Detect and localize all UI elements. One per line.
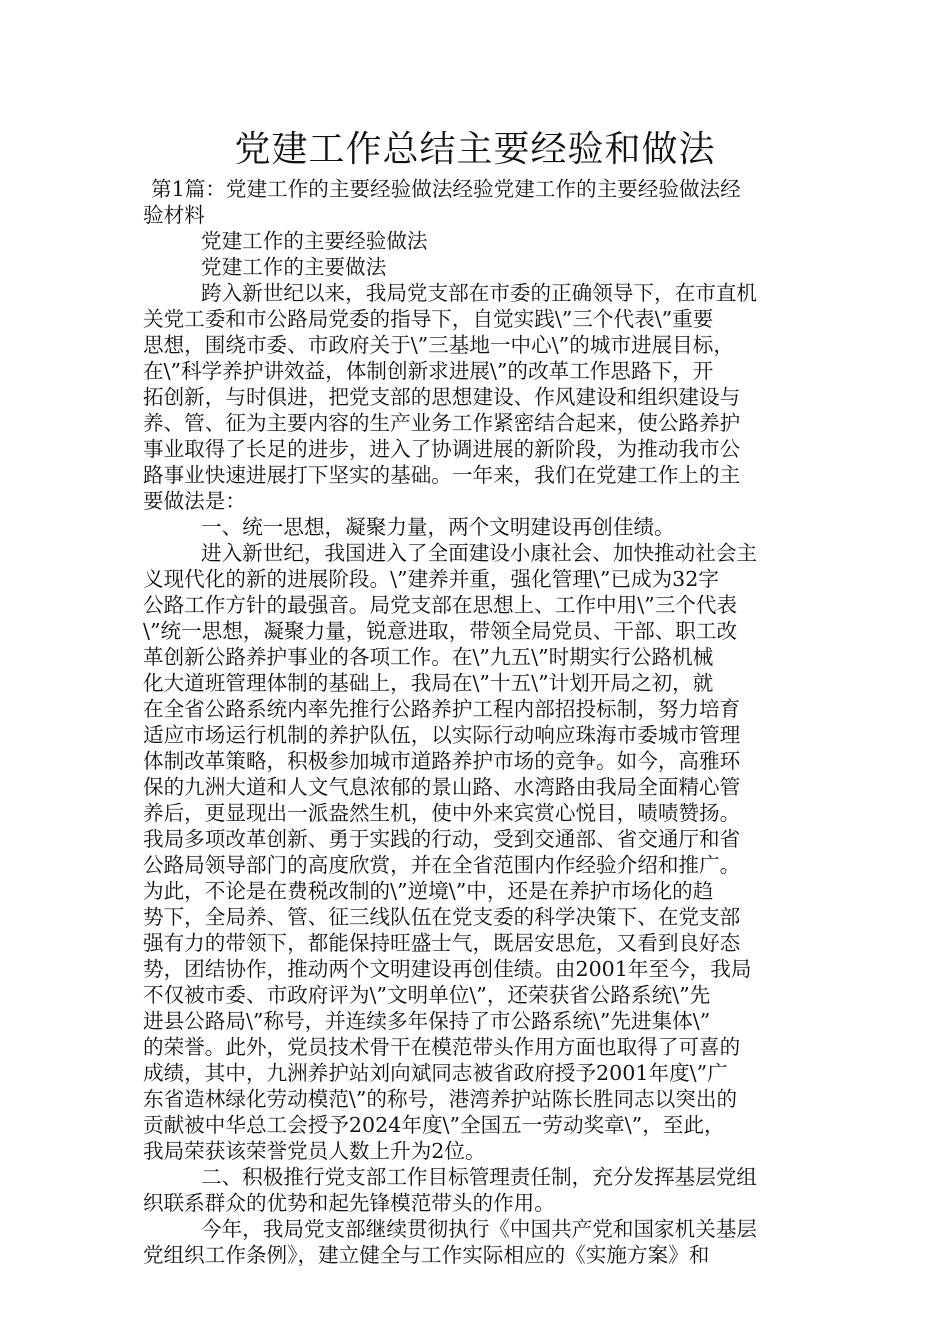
text-line: 在\”科学养护讲效益，体制创新求进展\”的改革工作思路下，开 <box>143 359 714 383</box>
text-line: 二、积极推行党支部工作目标管理责任制，充分发挥基层党组 <box>201 1165 758 1189</box>
text-line: 第1篇：党建工作的主要经验做法经验党建工作的主要经验做法经 <box>151 177 741 201</box>
text-line: 进入新世纪，我国进入了全面建设小康社会、加快推动社会主 <box>201 541 758 565</box>
text-line: 拓创新，与时俱进，把党支部的思想建设、作风建设和组织建设与 <box>143 385 741 409</box>
text-line: 养、管、征为主要内容的生产业务工作紧密结合起来，使公路养护 <box>143 411 741 435</box>
text-line: 我局荣获该荣誉党员人数上升为2位。 <box>143 1139 486 1163</box>
text-line: 保的九洲大道和人文气息浓郁的景山路、水湾路由我局全面精心管 <box>143 775 741 799</box>
text-line: 公路局领导部门的高度欣赏，并在全省范围内作经验介绍和推广。 <box>143 853 741 877</box>
text-line: 党组织工作条例》，建立健全与工作实际相应的《实施方案》和 <box>143 1243 710 1267</box>
text-line: 养后，更显现出一派盎然生机，使中外来宾赏心悦目，啧啧赞扬。 <box>143 801 741 825</box>
text-line: 不仅被市委、市政府评为\”文明单位\”，还荣获省公路系统\”先 <box>143 983 711 1007</box>
text-line: 义现代化的新的进展阶段。\”建养并重，强化管理\”已成为32字 <box>143 567 719 591</box>
text-line: 势，团结协作，推动两个文明建设再创佳绩。由2001年至今，我局 <box>143 957 752 981</box>
text-line: 成绩，其中，九洲养护站刘向斌同志被省政府授予2001年度\”广 <box>143 1061 728 1085</box>
text-line: 为此，不论是在费税改制的\”逆境\”中，还是在养护市场化的趋 <box>143 879 714 903</box>
text-line: 党建工作的主要做法 <box>201 255 387 279</box>
text-line: 路事业快速进展打下坚实的基础。一年来，我们在党建工作上的主 <box>143 463 741 487</box>
text-line: 验材料 <box>143 203 205 227</box>
text-line: 思想，围绕市委、市政府关于\”三基地一中心\”的城市进展目标， <box>143 333 734 357</box>
text-line: 关党工委和市公路局党委的指导下，自觉实践\”三个代表\”重要 <box>143 307 714 331</box>
text-line: 化大道班管理体制的基础上，我局在\”十五\”计划开局之初，就 <box>143 671 714 695</box>
text-line: 在全省公路系统内率先推行公路养护工程内部招投标制，努力培育 <box>143 697 741 721</box>
text-line: 势下，全局养、管、征三线队伍在党支委的科学决策下、在党支部 <box>143 905 741 929</box>
document-body <box>143 176 823 1268</box>
text-line: 体制改革策略，积极参加城市道路养护市场的竞争。如今，高雅环 <box>143 749 741 773</box>
text-line: 党建工作的主要经验做法 <box>201 229 428 253</box>
text-line: 跨入新世纪以来，我局党支部在市委的正确领导下，在市直机 <box>201 281 758 305</box>
text-line: 今年，我局党支部继续贯彻执行《中国共产党和国家机关基层 <box>201 1217 758 1241</box>
text-line: 贡献被中华总工会授予2024年度\”全国五一劳动奖章\”，至此， <box>143 1113 725 1137</box>
text-line: 东省造林绿化劳动模范\”的称号，港湾养护站陈长胜同志以突出的 <box>143 1087 738 1111</box>
text-line: 革创新公路养护事业的各项工作。在\”九五\”时期实行公路机械 <box>143 645 714 669</box>
text-line: 适应市场运行机制的养护队伍，以实际行动响应珠海市委城市管理 <box>143 723 741 747</box>
text-line: 公路工作方针的最强音。局党支部在思想上、工作中用\”三个代表 <box>143 593 738 617</box>
text-line: 进县公路局\”称号，并连续多年保持了市公路系统\”先进集体\” <box>143 1009 711 1033</box>
text-line: \”统一思想，凝聚力量，锐意进取，带领全局党员、干部、职工改 <box>143 619 738 643</box>
text-line: 强有力的带领下，都能保持旺盛士气，既居安思危，又看到良好态 <box>143 931 741 955</box>
text-line: 我局多项改革创新、勇于实践的行动，受到交通部、省交通厅和省 <box>143 827 741 851</box>
text-line: 织联系群众的优势和起先锋模范带头的作用。 <box>143 1191 555 1215</box>
document-title: 党建工作总结主要经验和做法 <box>234 129 716 170</box>
text-line: 事业取得了长足的进步，进入了协调进展的新阶段，为推动我市公 <box>143 437 741 461</box>
text-line: 要做法是： <box>143 489 246 513</box>
text-line: 一、统一思想，凝聚力量，两个文明建设再创佳绩。 <box>201 515 675 539</box>
text-line: 的荣誉。此外，党员技术骨干在模范带头作用方面也取得了可喜的 <box>143 1035 741 1059</box>
